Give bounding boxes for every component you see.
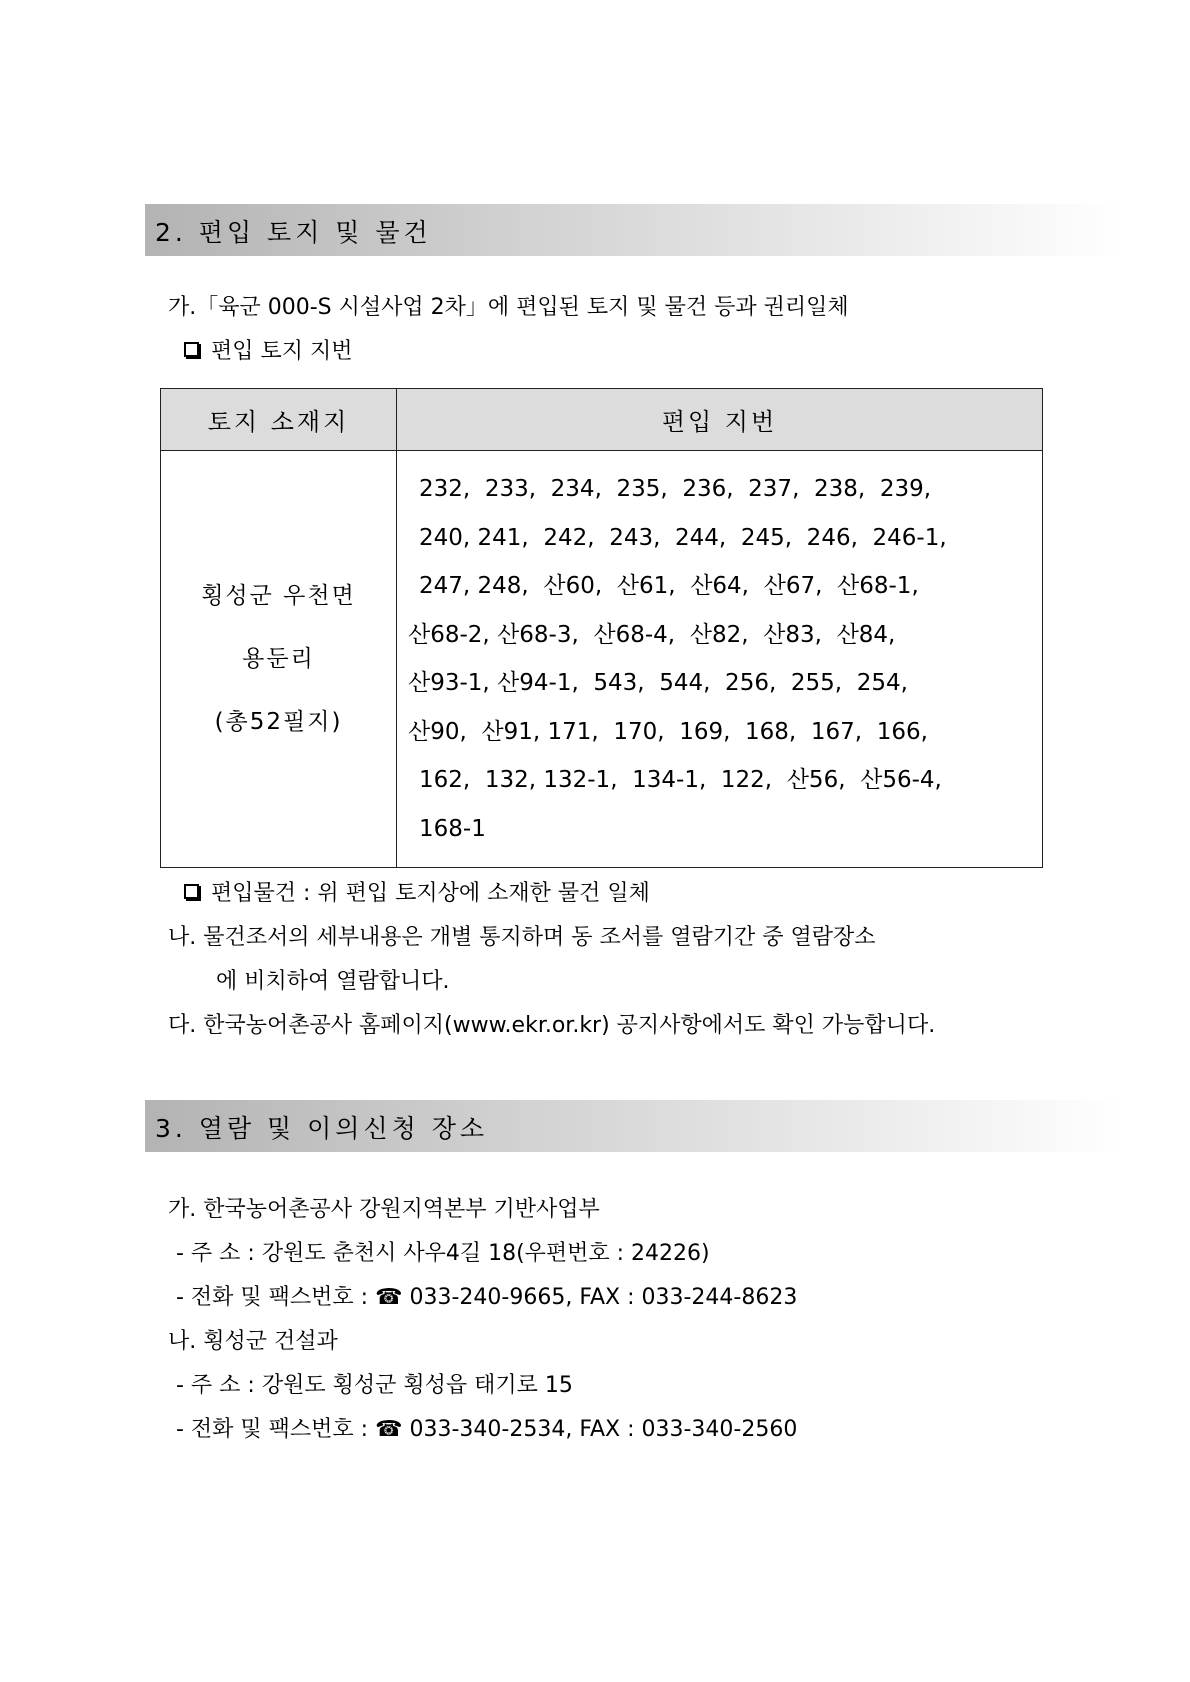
- parcel-line: 산90, 산91, 171, 170, 169, 168, 167, 166,: [408, 718, 928, 745]
- parcel-line: 240, 241, 242, 243, 244, 245, 246, 246-1,: [419, 524, 947, 551]
- office-na-title: 나. 횡성군 건설과: [168, 1329, 338, 1354]
- land-parcel-table: [160, 388, 1043, 868]
- parcels-cell: [397, 451, 1043, 868]
- sub-land-label: 편입 토지 지번: [184, 338, 353, 366]
- office-ga-address: - 주 소 : 강원도 춘천시 사우4길 18(우편번호 : 24226): [176, 1241, 710, 1266]
- checkbox-square-icon: [184, 342, 199, 357]
- parcel-line: 162, 132, 132-1, 134-1, 122, 산56, 산56-4,: [419, 767, 942, 793]
- location-line: 횡성군 우천면: [201, 582, 356, 609]
- section-2-title: 2. 편입 토지 및 물건: [155, 218, 432, 247]
- location-line: 용둔리: [242, 645, 315, 672]
- item-ga: 가.「육군 000-S 시설사업 2차」에 편입된 토지 및 물건 등과 권리일체: [168, 295, 849, 320]
- item-na-line1: 나. 물건조서의 세부내용은 개별 통지하며 동 조서를 열람기간 중 열람장소: [168, 925, 876, 950]
- telephone-icon: ☎: [375, 1417, 410, 1442]
- parcel-line: 168-1: [419, 815, 486, 842]
- location-line: (총52필지): [214, 708, 343, 735]
- checkbox-square-icon: [184, 884, 199, 899]
- section-3-header: [145, 1100, 1125, 1152]
- parcel-line: 산68-2, 산68-3, 산68-4, 산82, 산83, 산84,: [408, 621, 896, 648]
- section-3-title: 3. 열람 및 이의신청 장소: [155, 1114, 488, 1143]
- office-ga-phone: - 전화 및 팩스번호 : ☎ 033-240-9665, FAX : 033-244-8623: [176, 1285, 798, 1310]
- location-cell: [161, 451, 397, 868]
- header-parcels: 편입 지번: [397, 389, 1043, 451]
- item-na-line2: 에 비치하여 열람합니다.: [216, 969, 450, 994]
- header-location: 토지 소재지: [161, 389, 397, 451]
- section-2-header: [145, 204, 1125, 256]
- sub-goods-label: 편입물건 : 위 편입 토지상에 소재한 물건 일체: [184, 880, 650, 908]
- office-ga-title: 가. 한국농어촌공사 강원지역본부 기반사업부: [168, 1197, 600, 1222]
- parcel-line: 산93-1, 산94-1, 543, 544, 256, 255, 254,: [408, 670, 908, 696]
- item-da: 다. 한국농어촌공사 홈페이지(www.ekr.or.kr) 공지사항에서도 확인 가능합니다.: [168, 1013, 936, 1038]
- office-na-phone: - 전화 및 팩스번호 : ☎ 033-340-2534, FAX : 033-340-2560: [176, 1417, 798, 1442]
- telephone-icon: ☎: [375, 1285, 410, 1310]
- parcel-line: 232, 233, 234, 235, 236, 237, 238, 239,: [419, 476, 932, 502]
- office-na-address: - 주 소 : 강원도 횡성군 횡성읍 태기로 15: [176, 1373, 573, 1398]
- parcel-line: 247, 248, 산60, 산61, 산64, 산67, 산68-1,: [419, 573, 919, 599]
